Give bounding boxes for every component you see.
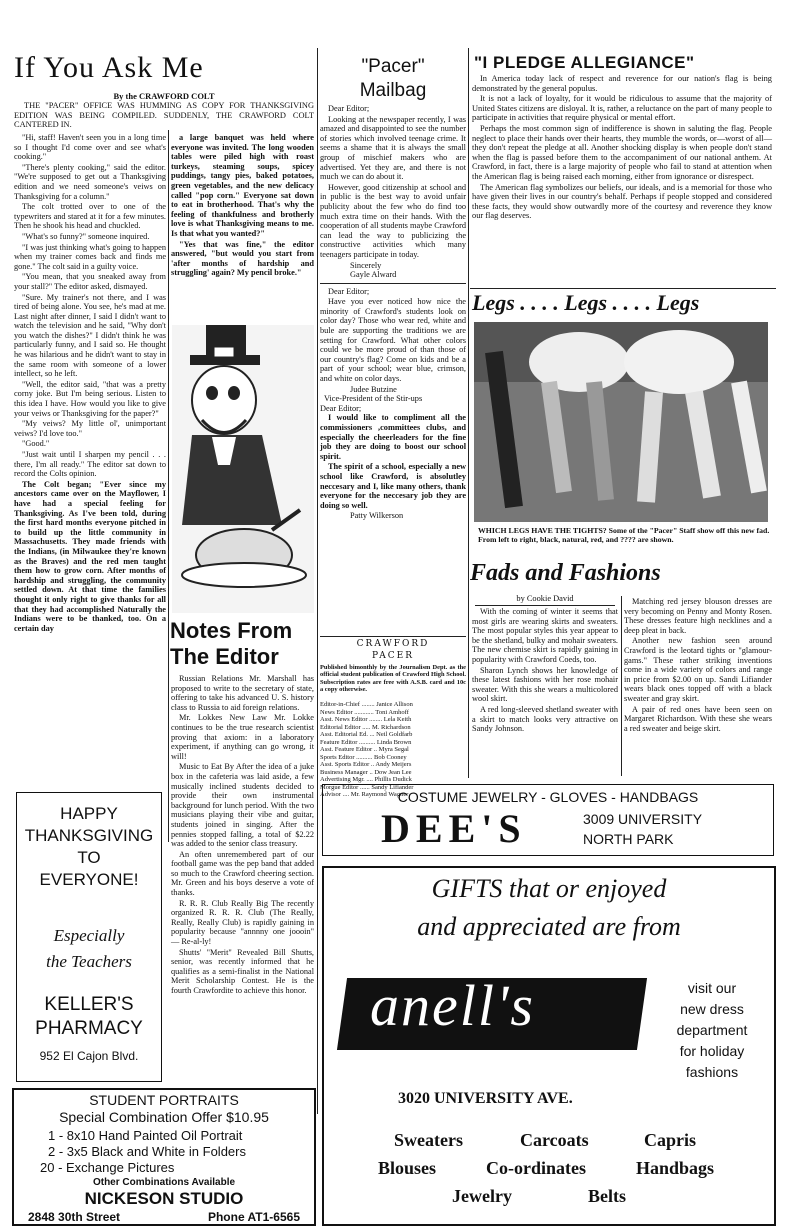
mailbag-body	[320, 104, 466, 642]
byline: By the CRAWFORD COLT	[113, 91, 215, 101]
ad-address: 952 El Cajon Blvd.	[39, 1049, 139, 1063]
ad-item-blouses: Blouses	[378, 1158, 437, 1178]
staff-line: Asst. News Editor ........ Lela Keith	[320, 716, 412, 723]
notes-title: Notes From The Editor	[170, 618, 293, 669]
notes-paragraph: R. R. R. Club Really Big The recently organized R. R. R. Club (The Really, Really, Really Club) is rapidly gaining in popularity because "annnny one joooin" — Re-al-ly!	[171, 898, 314, 947]
staff-line: Asst. Editorial Ed. ... Neil Goldfarb	[320, 731, 413, 738]
signature-2a: Judee Butzine	[350, 384, 397, 394]
ad-everyone: EVERYONE!	[39, 870, 139, 889]
ad-item-handbags: Handbags	[636, 1158, 715, 1178]
letter-paragraph: Have you ever noticed how nice the minority of Crawford's students look on color day? Those who wear red, white and bule are supporting the traditions we are setting for Crawford. What other colors could we be more proud of than those of our country's flag? Come on kids and be a part of your school; wear blue, crimson, and white on color days.	[320, 297, 466, 384]
masthead-line-2: PACER	[372, 651, 414, 661]
ad-dees-address-2: NORTH PARK	[583, 831, 674, 847]
article-paragraph: "My veiws? My little ol', unimportant veiws? I'd love too."	[14, 419, 166, 438]
fashion-paragraph: A pair of red ones have been seen on Margaret Richardson. With these she wears a red sweater and beige skirt.	[624, 704, 772, 733]
anells-ad	[322, 866, 776, 1226]
article-paragraph: "What's so funny?" someone inquired.	[22, 231, 150, 241]
ad-item-capris: Capris	[644, 1130, 697, 1150]
pledge-title: "I PLEDGE ALLEGIANCE"	[474, 53, 695, 72]
ad-dees-address-1: 3009 UNIVERSITY	[583, 811, 703, 827]
mailbag-title-1: "Pacer"	[361, 56, 425, 77]
notes-paragraph: An often unremembered part of our football game was the pep band that added so much to the Crawford cheering section. Mr. Green and his boys deserve a vote of thanks.	[171, 849, 314, 898]
letter-paragraph: The spirit of a school, especially a new school like Crawford, is absolutley neccesary and I, like many others, thank everyone for the neccesary job they are doing so well.	[320, 462, 466, 510]
staff-line: Sports Editor .......... Bob Cooney	[320, 753, 407, 761]
mailbag-title-2: Mailbag	[359, 80, 427, 101]
fads-right-body	[624, 597, 772, 777]
pledge-rule	[470, 288, 776, 289]
ad-dees-name: DEE'S	[381, 806, 527, 851]
anells-logo: anell's	[370, 973, 535, 1038]
notes-paragraph: Mr. Lokkes New Law Mr. Lokke continues to be the true research scientist proving that axiom: in a laboratory experiment, if anything can go wrong, it will!	[171, 713, 314, 761]
signature-3: Patty Wilkerson	[350, 511, 404, 521]
masthead-rule	[320, 636, 466, 637]
article-paragraph: "Yes that was fine," the editor answered, "but would you start from 'after months of hardship and struggling' again? My pencil broke."	[171, 239, 314, 278]
ad-studio-name: NICKESON STUDIO	[84, 1189, 244, 1208]
letter-paragraph: Dear Editor;	[328, 104, 370, 113]
kellers-pharmacy-ad	[16, 792, 162, 1082]
article-paragraph: "I was just thinking what's going to happen when my trainer comes back and finds me gone." The colt said in a guilty voice.	[14, 242, 166, 271]
column-divider-3	[468, 48, 469, 778]
dees-ad	[322, 784, 774, 856]
fashion-paragraph: Sharon Lynch shows her knowledge of these latest fashions with her rose mohair sweater. With this she wears a multicolored wool skirt.	[472, 665, 618, 704]
ad-visit-3: department	[676, 1022, 748, 1038]
legs-caption: WHICH LEGS HAVE THE TIGHTS? Some of the "Pacer" Staff show off this new fad. From left to right, black, natural, red, and ???? are shown.	[478, 526, 770, 544]
ad-studio-phone: Phone AT1-6565	[207, 1210, 300, 1224]
ad-visit-5: fashions	[685, 1064, 739, 1080]
ad-offer-2: 2 - 3x5 Black and White in Folders	[48, 1144, 246, 1159]
ad-to: TO	[77, 848, 101, 867]
notes-paragraph: Shutts' "Merit" Revealed Bill Shutts, senior, was recently informed that he qualifies as a semi-finalist in the National Merit Scholarship Contest. He is the fourth Crawfordite to achieve this honor.	[171, 947, 314, 995]
ad-teachers: the Teachers	[46, 952, 132, 971]
letter-paragraph: Dear Editor;	[328, 286, 370, 296]
article-paragraph: The Colt began; "Ever since my ancestors came over on the Mayflower, I have had a special feeling for Thanksgiving. As I've been told, during the first hard months everyone pitched in to build up the little community in Massachusetts. They made friends with the Indians, (in Milwaukee they're known as the Braves) and the red men taught them how to grow corn. After months of hardship and struggling, the community settled down. At that time the families thought it only right to give thanks for all that they had accomplished Naturally the Indians were to be thanked, too. On a certain day	[14, 479, 166, 633]
letter-paragraph: I would like to compliment all the commissioners ,committees clubs, and especially the cheerleaders for the fine job they are doing to boost our school spirit.	[320, 413, 466, 461]
fads-byline: by Cookie David	[516, 594, 574, 603]
ad-student-portraits: STUDENT PORTRAITS	[89, 1092, 239, 1108]
notes-paragraph: Music to Eat By After the idea of a juke box in the cafeteria was laid aside, a few musically inclined students decided to provide their own instrumental background for lunch period. With the two musicians playing their vibe and guitar, students joined in singing. After the pennies stopped falling, a total of $2.22 was added to the senior class treasury.	[171, 762, 314, 849]
letter-3-heading: Dear Editor;	[320, 403, 362, 413]
article-paragraph: "Hi, staff! Haven't seen you in a long time so I thought I'd come over and see what's cooking."	[14, 133, 166, 162]
ad-gifts-line: GIFTS that or enjoyed	[431, 874, 667, 903]
letter-paragraph: However, good citizenship at school and in public is the best way to avoid unfair publicity about the few who do find too much extra time on their hands. With the cooperation of all students maybe Crawford can lead the way to publicizing the constructive activities which many teenagers participate in today.	[320, 182, 466, 259]
legs-title: Legs . . . . Legs . . . . Legs	[472, 290, 700, 315]
ad-item-coordinates: Co-ordinates	[486, 1158, 586, 1178]
ad-offer-3: 20 - Exchange Pictures	[40, 1160, 175, 1175]
notes-paragraph: Russian Relations Mr. Marshall has proposed to write to the secretary of state, offering to take his advanced U. S. history class to Russia to aid foreign relations.	[171, 674, 314, 712]
ad-happy: HAPPY	[60, 804, 118, 823]
pilgrim-colt-cartoon	[172, 325, 314, 613]
article-paragraph: The colt trotted over to one of the typewriters and stared at it for a few minutes. Then he shook his head and chuckled.	[14, 202, 166, 231]
notes-body	[171, 674, 314, 1114]
article-paragraph: "Sure. My trainer's not there, and I was tired of being alone. You see, he's mad at me. Last night after dinner, I said I didn't want to watch the television and he said, "Why don't you watch the dishes?" I didn't think he was particularly funny, and I said so. He thought he was hilarious and he didn't want to stay in the same room with someone of a lower intellect, so he left.	[14, 292, 166, 379]
column-title: If You Ask Me	[14, 51, 204, 84]
ad-thanksgiving: THANKSGIVING	[24, 826, 154, 845]
staff-line: Feature Editor .......... Linda Brown	[320, 738, 412, 746]
article-paragraph: "Well, the editor said, "that was a pretty corny joke. But I'm being serious. Listen to this idea I have. How would you like to give your veiws or Thanksgiving for the paper?"	[14, 379, 166, 418]
ad-item-sweaters: Sweaters	[394, 1130, 463, 1150]
staff-line: Editorial Editor ..... M. Richardson	[320, 723, 411, 731]
fads-left-body	[472, 607, 618, 777]
staff-line: Advisor .... Mr. Raymond Wagner	[320, 791, 409, 798]
staff-line: Editor-in-Chief ........ Janice Allison	[320, 701, 413, 708]
ad-visit-2: new dress	[680, 1001, 744, 1017]
column-divider-2	[317, 48, 318, 1114]
masthead-description: Published bimonthly by the Journalism Dept. as the official student publication of Crawford High School. Subscription rates are free with A.S.B. card and 10c a copy otherwise.	[320, 664, 466, 694]
pledge-body	[472, 74, 772, 286]
nickeson-studio-ad	[12, 1088, 316, 1226]
fashion-paragraph: Another new fashion seen around Crawford is the leotard tights or "glamour-gams." These rather striking inventions come in a wide variety of colors and range in price from $2.00 on up. Sandi Lifiander wears black ones topped off with a black sweater and gray skirt.	[624, 636, 772, 703]
fashion-paragraph: Matching red jersey blouson dresses are very becoming on Penny and Monty Rosen. These dresses feature high necklines and a deep pleat in back.	[624, 597, 772, 635]
ad-item-belts: Belts	[588, 1186, 626, 1206]
article-paragraph: "You mean, that you sneaked away from your stall?" The editor asked, dismayed.	[14, 272, 166, 291]
ad-pharmacy: PHARMACY	[35, 1018, 143, 1039]
ad-visit-4: for holiday	[679, 1043, 745, 1059]
ad-visit-1: visit our	[687, 980, 737, 996]
article-paragraph: "Good."	[22, 439, 50, 449]
pledge-paragraph: The American flag symbolizes our beliefs, our ideals, and is a memorial for those who have given their lives in our country's behalf. Perhaps if people stopped and considered these facts, they would show outwardly more of the courtesy and reverence they know our flag deserves.	[472, 182, 772, 221]
pledge-paragraph: Perhaps the most common sign of indifference is shown in saluting the flag. People neglect to place their hands over their hearts, they mumble the words, or—worst of all—they don't repeat the pledge at all. Another shocking display is when people don't stand when the flag is passed before them to the accompaniment of our national anthem. At Crawford, in fact, there is a large majority of people who fail to stand at attention when the American flag is being raised each morning, either from ignorance or disrespect.	[472, 123, 772, 181]
pledge-paragraph: It is not a lack of loyalty, for it would be ridiculous to assume that the majority of United States citizens are disloyal. It is, rather, a reluctance on the part of many people to participate in activities that require physical or mental effort.	[472, 94, 772, 123]
ad-kellers: KELLER'S	[44, 994, 134, 1015]
column-divider	[168, 130, 169, 842]
article-paragraph: a large banquet was held where everyone was invited. The long wooden tables were piled high with roast turkeys, steaming soups, spicey puddings, tangy pies, baked potatoes, green vegetables, and the new delicacy called "pop corn." Everyone sat down to eat in brotherhood. That's why the feeling of thankfulness and brotherly love is what Thanksgiving means to me. Is that what you wanted?"	[171, 133, 314, 238]
ad-dees-items: COSTUME JEWELRY - GLOVES - HANDBAGS	[397, 789, 699, 805]
staff-line: Asst. Sports Editor .. Andy Meijers	[320, 761, 412, 768]
ad-item-jewelry: Jewelry	[452, 1186, 512, 1206]
ad-anells-address: 3020 UNIVERSITY AVE.	[398, 1090, 573, 1107]
legs-photo	[474, 322, 768, 522]
fads-divider	[621, 596, 622, 776]
column-2-continuation	[171, 133, 314, 333]
ad-especially: Especially	[53, 926, 125, 945]
staff-line: Asst. Feature Editor .. Myra Segal	[320, 746, 409, 753]
staff-line: Morgue Editor ...... Sandy Lifiander	[320, 783, 414, 791]
fashion-paragraph: With the coming of winter it seems that most girls are wearing skirts and sweaters. The most popular styles this year appear to be the shetland, bulky and mohair sweaters. The new chemise skirt is rapidly gaining in popularity with Crawford Coeds, too.	[472, 607, 618, 664]
staff-line: Advertising Mgr. .... Phillis Dudick	[320, 776, 412, 783]
ad-offer-1: 1 - 8x10 Hand Painted Oil Portrait	[48, 1128, 243, 1143]
staff-line: News Editor ............ Toni Amhoff	[320, 708, 409, 716]
column-1-body	[14, 133, 166, 833]
article-paragraph: "There's plenty cooking," said the editor. "We're supposed to get out a Thanksgiving edition and we need someone's veiws on Thanksgiving for a column."	[14, 162, 166, 201]
fashion-paragraph: A red long-sleeved shetland sweater with a skirt to match looks very attractive on Sandy Johnson.	[472, 704, 618, 734]
signature-1a: Sincerely	[350, 260, 382, 270]
ad-appreciated-line: and appreciated are from	[417, 912, 681, 941]
masthead-line-1: CRAWFORD	[356, 639, 430, 649]
fads-byline-rule	[475, 605, 615, 606]
staff-line: Business Manager .. Dow Jean Lee	[320, 768, 412, 776]
ad-special-offer: Special Combination Offer $10.95	[59, 1109, 269, 1125]
ad-item-carcoats: Carcoats	[520, 1130, 589, 1150]
letter-paragraph: Looking at the newspaper recently, I was amazed and disappointed to see the number of stories which involved teenage crime. It seems a shame that it is always the small group of mischief makers who are advertised. Yet they are, and there is not much we can do about it.	[320, 114, 466, 182]
ad-other-combinations: Other Combinations Available	[92, 1177, 236, 1188]
ad-studio-address: 2848 30th Street	[28, 1210, 121, 1224]
fads-title: Fads and Fashions	[470, 560, 661, 586]
article-paragraph: "Just wait until I sharpen my pencil . . . there, I'm all ready." The editor sat down to record the Colts opinion.	[14, 450, 166, 479]
lead-paragraph: THE "PACER" OFFICE WAS HUMMING AS COPY FOR THANKSGIVING EDITION WAS BEING COMPILED. SUDDENLY, THE CRAWFORD COLT CANTERED IN.	[14, 101, 314, 129]
pledge-paragraph: In America today lack of respect and reverence for our nation's flag is being demonstrated by the general populus.	[472, 74, 772, 93]
signature-2b: Vice-President of the Stir-ups	[324, 394, 423, 404]
signature-1b: Gayle Alward	[350, 270, 397, 280]
